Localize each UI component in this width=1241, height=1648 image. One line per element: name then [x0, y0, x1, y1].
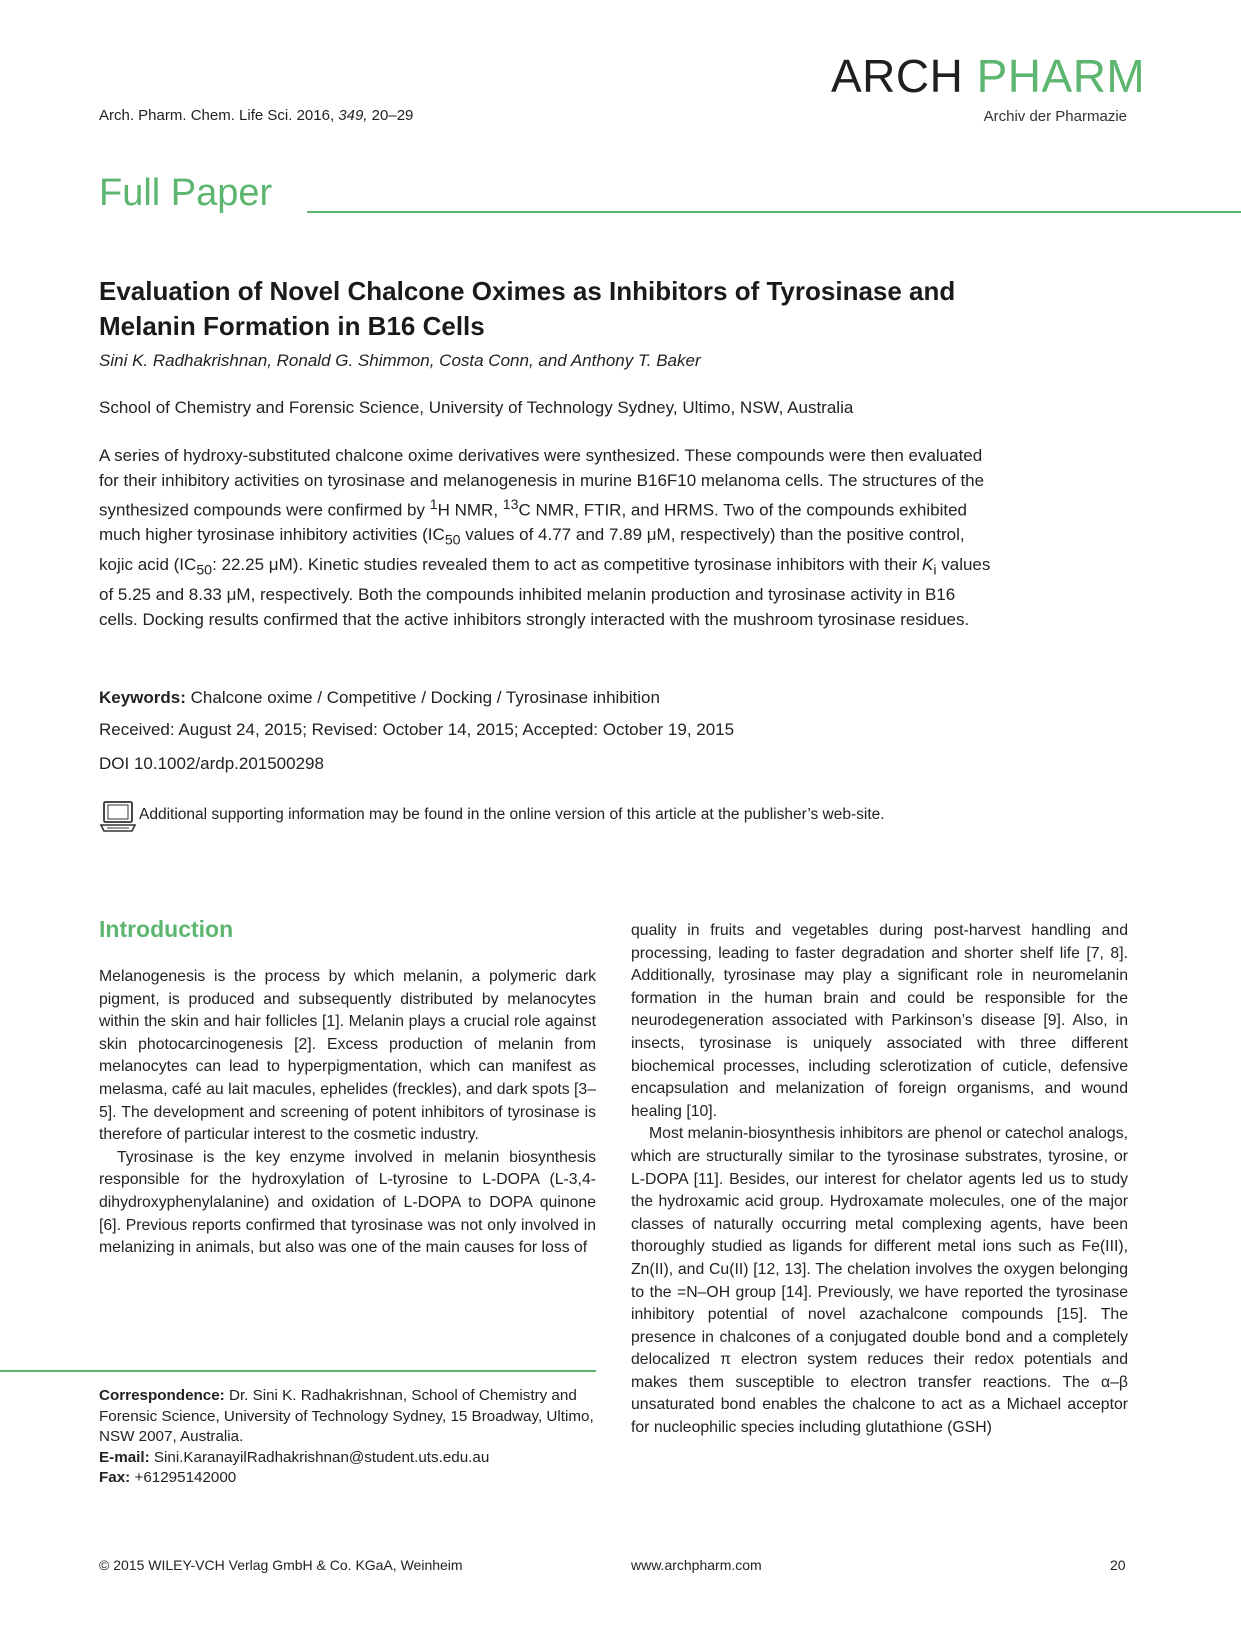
journal-name: Arch. Pharm. Chem. Life Sci. — [99, 107, 293, 124]
paragraph: quality in fruits and vegetables during post-harvest handling and processing, leading to faster degradation and shorter shelf life [7, 8]. Additionally, tyrosinase may play a significant role in neuromelanin formation in the human brain and could be responsible for the neurodegeneration associated with Parkinson’s disease [9]. Also, in insects, tyrosinase is uniquely associated with three different biochemical processes, including sclerotization of cuticle, defensive encapsulation and melanization of foreign organisms, and wound healing [10]. — [631, 922, 1128, 1120]
footer-copyright: © 2015 WILEY-VCH Verlag GmbH & Co. KGaA, Weinheim — [99, 1557, 463, 1573]
fax-label: Fax: — [99, 1469, 131, 1486]
section-heading-introduction: Introduction — [99, 916, 234, 942]
paragraph: Tyrosinase is the key enzyme involved in melanin biosynthesis responsible for the hydroxylation of L-tyrosine to L-DOPA (L-3,4-dihydroxyphenylalanine) and oxidation of L-DOPA to DOPA quinone [6]. Previous reports confirmed that tyrosinase was not only involved in melanizing in animals, but also was one of the main causes for loss of — [99, 1148, 596, 1257]
intro-right-column — [631, 920, 1128, 1440]
email-link[interactable]: Sini.KaranayilRadhakrishnan@student.uts.edu.au — [153, 1448, 490, 1466]
intro-left-column — [99, 966, 596, 1260]
article-dates: Received: August 24, 2015; Revised: October 14, 2015; Accepted: October 19, 2015 — [99, 720, 735, 739]
article-title: Evaluation of Novel Chalcone Oximes as Inhibitors of Tyrosinase and Melanin Formation in B16 Cells — [99, 276, 956, 341]
article-doi[interactable]: DOI 10.1002/ardp.201500298 — [99, 754, 324, 773]
journal-volume: 349, — [338, 107, 368, 124]
header-rule — [307, 211, 1241, 213]
supporting-info-note: Additional supporting information may be found in the online version of this article at the publisher’s web-site. — [139, 806, 885, 823]
journal-citation — [99, 107, 413, 124]
footer-website-link[interactable]: www.archpharm.com — [631, 1557, 762, 1573]
keywords — [99, 688, 660, 708]
correspondence-email — [99, 1448, 599, 1469]
correspondence-rule — [0, 1370, 596, 1372]
section-type-label: Full Paper — [99, 172, 273, 214]
correspondence-label: Correspondence: — [99, 1387, 225, 1404]
logo-subtitle: Archiv der Pharmazie — [983, 108, 1127, 125]
abstract-text: A series of hydroxy-substituted chalcone oxime derivatives were synthesized. These compounds were then evaluated for their inhibitory activities on tyrosinase and melanogenesis in murine B16F10 melanoma cells. The structures of the synthesized compounds were confirmed by $^1$H NMR, $^{13}$C NMR, FTIR, and HRMS. Two of the compounds exhibited much higher tyrosinase inhibitory activities ($IC_{50}$ values of 4.77 and 7.89 μM, respectively) than the positive control, kojic acid ($IC_{50}$: 22.25 μM). Kinetic studies revealed them to act as competitive tyrosinase inhibitors with their $K_i$ values of 5.25 and 8.33 μM, respectively. Both the compounds inhibited melanin production and tyrosinase activity in B16 cells. Docking results confirmed that the active inhibitors strongly interacted with the mushroom tyrosinase residues. — [99, 446, 991, 629]
logo-arch: ARCH — [831, 50, 964, 102]
correspondence-fax — [99, 1468, 599, 1489]
correspondence-block — [99, 1386, 599, 1489]
logo-pharm: PHARM — [976, 50, 1146, 102]
keywords-label: Keywords: — [99, 688, 186, 707]
abstract — [99, 444, 994, 633]
email-label: E-mail: — [99, 1448, 150, 1466]
correspondence-address — [99, 1386, 599, 1448]
article-authors: Sini K. Radhakrishnan, Ronald G. Shimmon, Costa Conn, and Anthony T. Baker — [99, 351, 701, 370]
fax-number: +61295142000 — [134, 1469, 237, 1486]
journal-year: 2016, — [296, 107, 335, 124]
journal-logo — [831, 50, 1146, 125]
paragraph: Melanogenesis is the process by which melanin, a polymeric dark pigment, is produced and subsequently distributed by melanocytes within the skin and hair follicles [1]. Melanin plays a crucial role against skin photocarcinogenesis [2]. Excess production of melanin from melanocytes can lead to hyperpigmentation, which can manifest as melasma, café au lait macules, ephelides (freckles), and dark spots [3–5]. The development and screening of potent inhibitors of tyrosinase is therefore of particular interest to the cosmetic industry. — [99, 968, 596, 1144]
journal-pages: 20–29 — [371, 107, 414, 124]
article-affiliation: School of Chemistry and Forensic Science, University of Technology Sydney, Ultimo, NSW, Australia — [99, 398, 854, 417]
keywords-list: Chalcone oxime / Competitive / Docking / Tyrosinase inhibition — [190, 688, 660, 707]
computer-icon — [99, 800, 137, 834]
footer-page-number: 20 — [1110, 1557, 1126, 1573]
correspondence-text: Dr. Sini K. Radhakrishnan, School of Chemistry and Forensic Science, University of Technology Sydney, 15 Broadway, Ultimo, NSW 2007, Australia. — [99, 1387, 594, 1445]
paragraph: Most melanin-biosynthesis inhibitors are phenol or catechol analogs, which are structurally similar to the tyrosinase substrates, tyrosine, or L-DOPA [11]. Besides, our interest for chelator agents led us to study the hydroxamic acid group. Hydroxamate molecules, one of the major classes of naturally occurring metal complexing agents, have been thoroughly studied as ligands for different metal ions such as Fe(III), Zn(II), and Cu(II) [12, 13]. The chelation involves the oxygen belonging to the =N–OH group [14]. Previously, we have reported the tyrosinase inhibitory potential of novel azachalcone compounds [15]. The presence in chalcones of a conjugated double bond and a completely delocalized π electron system reduces their redox potentials and makes them susceptible to electron transfer reactions. The α–β unsaturated bond enables the chalcone to act as a Michael acceptor for nucleophilic species including glutathione (GSH) — [631, 1125, 1128, 1437]
